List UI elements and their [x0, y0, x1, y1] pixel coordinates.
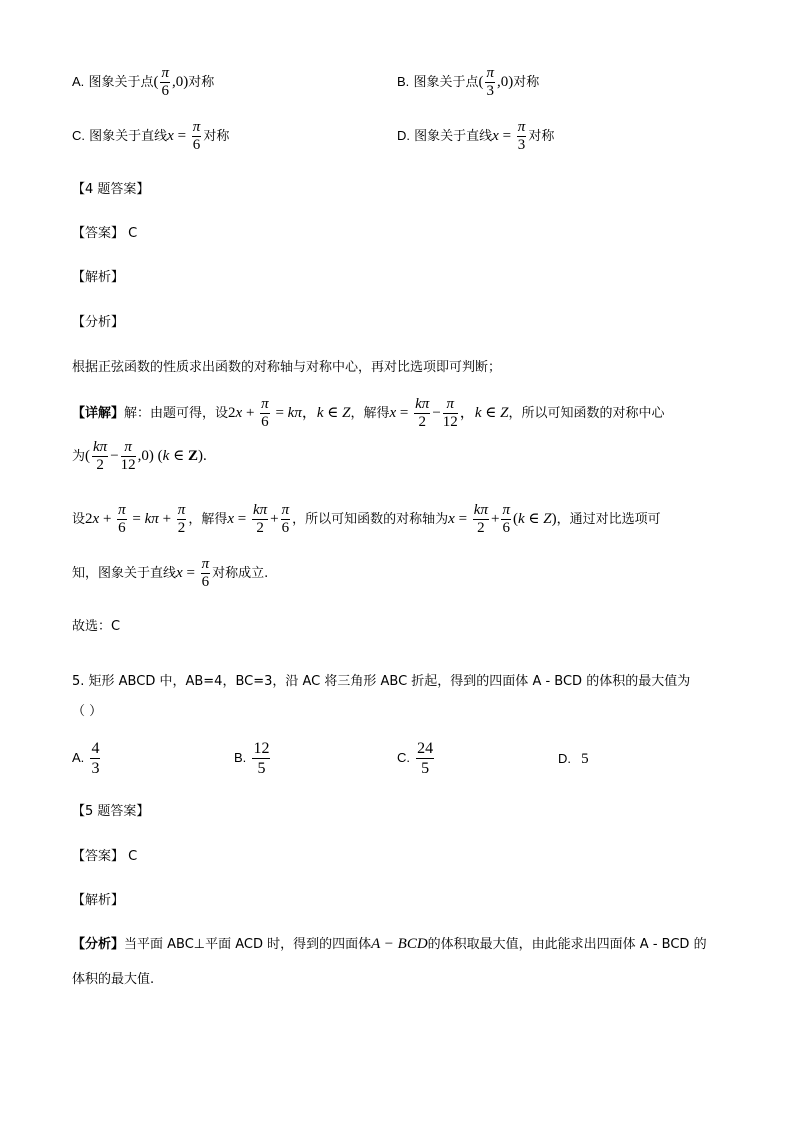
numerator: 12 [253, 740, 270, 757]
q4-fenxi-text: 根据正弦函数的性质求出函数的对称轴与对称中心，再对比选项即可判断； [72, 360, 502, 375]
numerator: 4 [91, 740, 100, 757]
q5-option-c [397, 740, 436, 777]
option-text: 图象关于直线 [89, 129, 168, 144]
option-label: C. [397, 750, 410, 765]
text: 对称成立. [212, 566, 269, 581]
option-text: 图象关于直线 [414, 129, 493, 144]
answer-label: 【答案】 [72, 849, 125, 864]
xiangjie-label: 【详解】 [72, 406, 125, 421]
text: 解：由题可得，设 [124, 406, 229, 421]
q5-fenxi-line2: 体积的最大值. [72, 972, 155, 987]
q5-option-a [72, 740, 102, 777]
q4-xiangjie-line1: 【详解】解：由题可得，设2x + $\frac{\pi}{6}$ = kπ，k ∈ Z，解得x = $\frac{k\pi}{2}$ − $\frac{\pi}{12}$ ，k ∈ Z，所以可知函数的对称中心 [72, 396, 665, 430]
answer-value: C [128, 226, 138, 241]
answer-label: 【答案】 [72, 226, 125, 241]
denominator: 5 [421, 760, 430, 777]
option-label: A. [72, 74, 85, 89]
q4-option-c: C. 图象关于直线x = $\frac{\pi}{6}$ 对称 [72, 119, 230, 153]
option-text: 对称 [188, 75, 215, 90]
option-text: 对称 [203, 129, 230, 144]
text: 为 [72, 449, 86, 464]
option-text: 图象关于点 [88, 75, 154, 90]
q4-xiangjie-line3: 设2x + $\frac{\pi}{6}$ = kπ + $\frac{\pi}{2}$ ，解得x = $\frac{k\pi}{2}$ + $\frac{\pi}{6}$ ，所以可知函数的对称轴为x = $\frac{k\pi}{2}$ + $\frac{\pi}{6}$ (k ∈ Z)，通过对比选项可 [72, 502, 661, 536]
option-text: 对称 [513, 75, 540, 90]
text: ，通过对比选项可 [556, 512, 661, 527]
q4-option-b: B. 图象关于点( $\frac{\pi}{3}$ ,0)对称 [397, 65, 540, 99]
q5-jiexi: 【解析】 [72, 893, 125, 908]
q5-stem: 5. 矩形 ABCD 中，AB=4，BC=3，沿 AC 将三角形 ABC 折起，得到的四面体 A - BCD 的体积的最大值为 [72, 674, 691, 689]
option-label: B. [397, 74, 410, 89]
option-label: D. [558, 751, 571, 766]
text: ，所以可知函数的对称中心 [508, 406, 665, 421]
option-value: 5 [581, 751, 589, 767]
option-label: A. [72, 750, 85, 765]
q4-option-d: D. 图象关于直线x = $\frac{\pi}{3}$ 对称 [397, 119, 555, 153]
option-label: C. [72, 128, 85, 143]
text: 当平面 ABC⊥平面 ACD 时，得到的四面体 [124, 937, 372, 952]
text: ，所以可知函数的对称轴为 [292, 512, 449, 527]
text: ，解得 [188, 512, 228, 527]
q5-fenxi-line1 [72, 933, 707, 953]
q4-fenxi: 【分析】 [72, 315, 125, 330]
q4-jiexi: 【解析】 [72, 270, 125, 285]
text: 的体积取最大值，由此能求出四面体 A - BCD 的 [427, 937, 707, 952]
q4-guxuan: 故选：C [72, 619, 121, 634]
answer-value: C [128, 849, 138, 864]
q4-answer [72, 222, 137, 241]
text: 设 [72, 512, 86, 527]
denominator: 3 [91, 760, 100, 777]
q5-option-d [558, 751, 589, 768]
numerator: 24 [417, 740, 434, 757]
q5-option-b [234, 740, 272, 777]
q5-answer [72, 845, 137, 864]
option-text: 图象关于点 [413, 75, 479, 90]
option-label: B. [234, 750, 247, 765]
option-label: D. [397, 128, 410, 143]
option-text: 对称 [528, 129, 555, 144]
fenxi-label: 【分析】 [72, 937, 125, 952]
q4-option-a: A. 图象关于点( $\frac{\pi}{6}$ ,0)对称 [72, 65, 215, 99]
denominator: 5 [257, 760, 266, 777]
q5-section-title: 【5 题答案】 [72, 804, 150, 819]
math-expression: A − BCD [371, 936, 428, 952]
q4-xiangjie-line2: 为( $\frac{k\pi}{2}$ − $\frac{\pi}{12}$ ,0) (k ∈ Z). [72, 439, 207, 473]
text: ，解得 [350, 406, 390, 421]
q4-xiangjie-line4: 知，图象关于直线x = $\frac{\pi}{6}$ 对称成立. [72, 556, 269, 590]
text: 知，图象关于直线 [72, 566, 177, 581]
q5-paren: （ ） [72, 704, 103, 719]
q4-section-title: 【4 题答案】 [72, 182, 150, 197]
